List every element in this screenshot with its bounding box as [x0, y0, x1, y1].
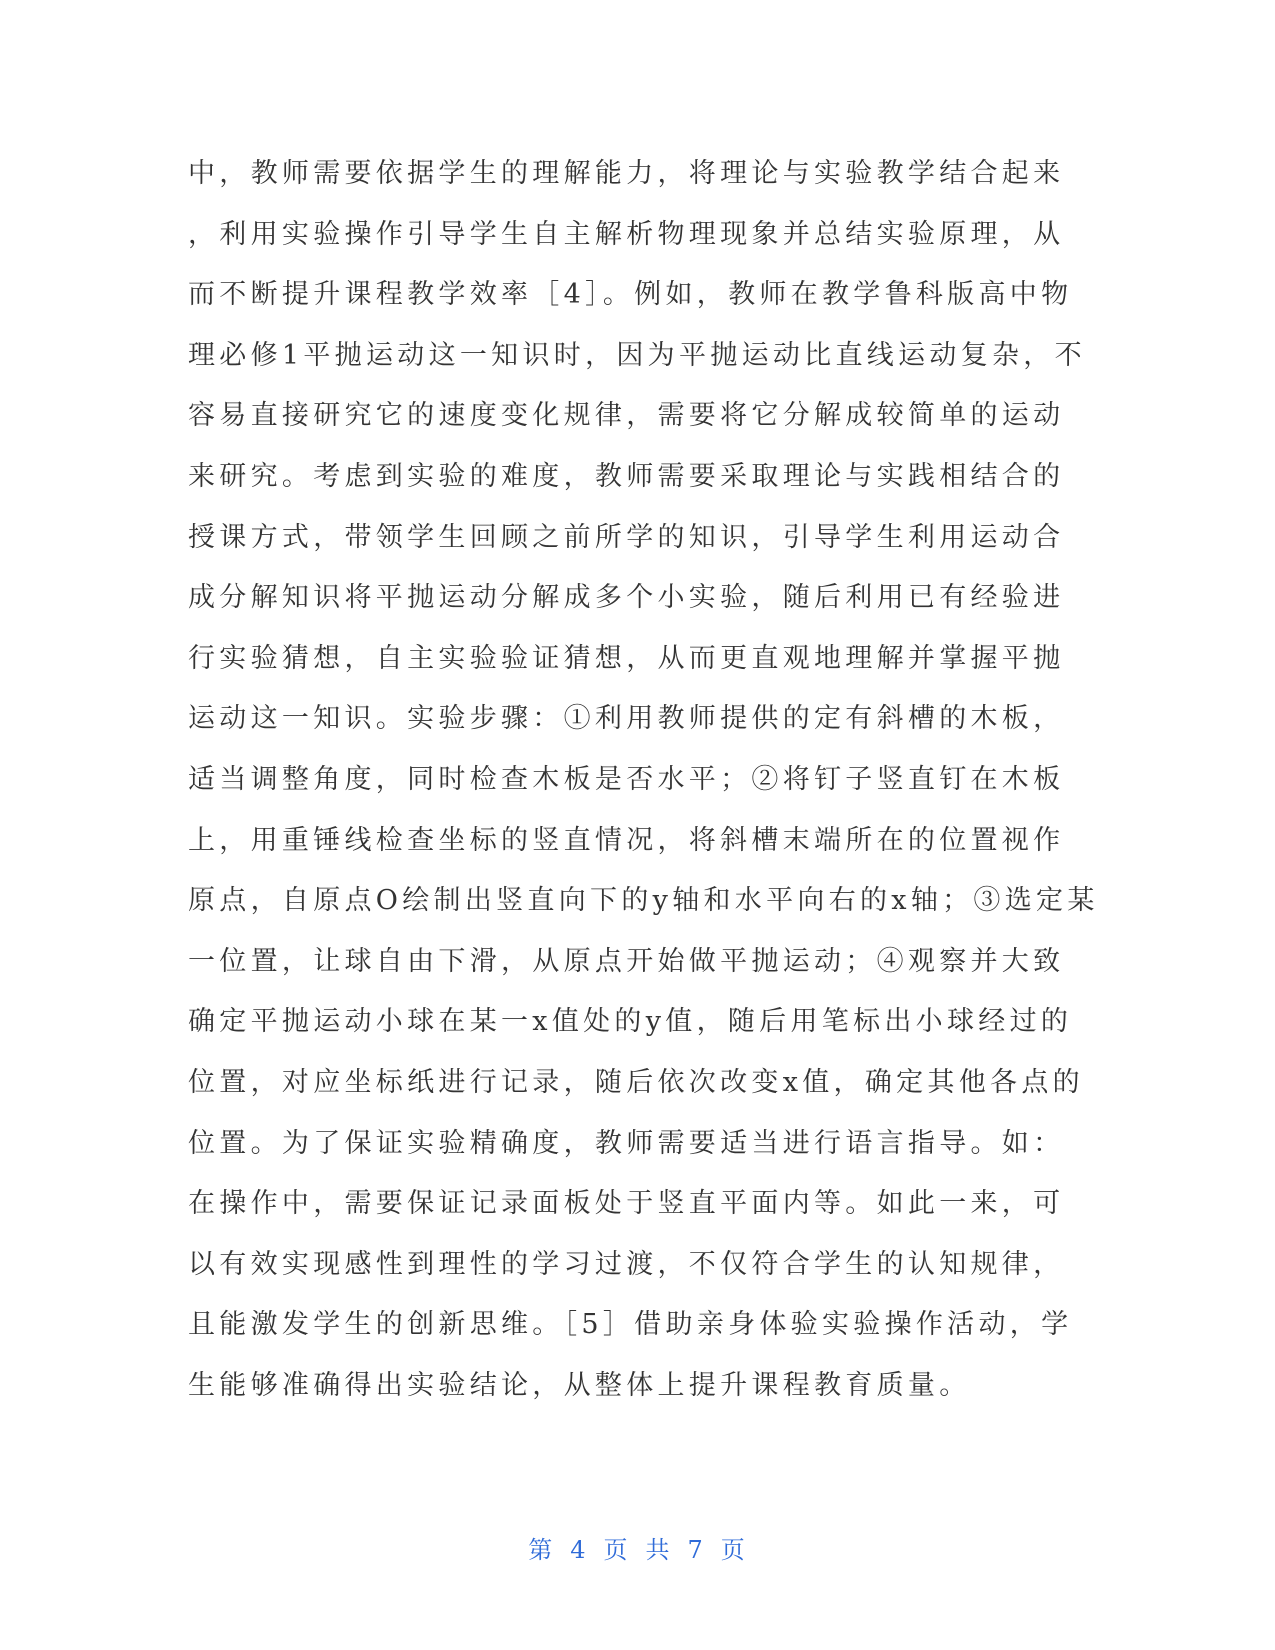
text-line: 而不断提升课程教学效率［4］。例如，教师在教学鲁科版高中物	[188, 279, 1073, 311]
text-line: 一位置，让球自由下滑，从原点开始做平抛运动；④观察并大致	[188, 945, 1065, 977]
footer-label-ye2: 页	[720, 1536, 747, 1564]
text-line: 原点，自原点O绘制出竖直向下的y轴和水平向右的x轴；③选定某	[188, 885, 1099, 917]
footer-total-pages: 7	[687, 1536, 705, 1564]
text-line: 位置。为了保证实验精确度，教师需要适当进行语言指导。如：	[188, 1127, 1065, 1159]
text-line: 授课方式，带领学生回顾之前所学的知识，引导学生利用运动合	[188, 521, 1065, 553]
footer-current-page: 4	[570, 1536, 588, 1564]
text-line: 且能激发学生的创新思维。［5］借助亲身体验实验操作活动，学	[188, 1309, 1073, 1341]
text-line: 生能够准确得出实验结论，从整体上提升课程教育质量。	[188, 1369, 971, 1401]
text-line: 中，教师需要依据学生的理解能力，将理论与实验教学结合起来	[188, 158, 1065, 189]
text-line: 理必修1平抛运动这一知识时，因为平抛运动比直线运动复杂，不	[188, 339, 1086, 371]
footer-label-di: 第	[528, 1536, 555, 1564]
text-line: 来研究。考虑到实验的难度，教师需要采取理论与实践相结合的	[188, 460, 1065, 492]
text-line: 位置，对应坐标纸进行记录，随后依次改变x值，确定其他各点的	[188, 1066, 1084, 1098]
text-line: 适当调整角度，同时检查木板是否水平；②将钉子竖直钉在木板	[188, 763, 1065, 795]
body-text	[188, 144, 1099, 1416]
text-line: ，利用实验操作引导学生自主解析物理现象并总结实验原理，从	[188, 218, 1065, 250]
text-line: 成分解知识将平抛运动分解成多个小实验，随后利用已有经验进	[188, 582, 1065, 614]
text-line: 容易直接研究它的速度变化规律，需要将它分解成较简单的运动	[188, 400, 1065, 432]
text-line: 上，用重锤线检查坐标的竖直情况，将斜槽末端所在的位置视作	[188, 824, 1065, 856]
text-line: 确定平抛运动小球在某一x值处的y值，随后用笔标出小球经过的	[188, 1006, 1073, 1038]
footer-label-gong: 共	[645, 1536, 672, 1564]
text-line: 行实验猜想，自主实验验证猜想，从而更直观地理解并掌握平抛	[188, 642, 1065, 674]
footer-label-ye: 页	[603, 1536, 630, 1564]
page-footer	[0, 1530, 1275, 1565]
text-line: 在操作中，需要保证记录面板处于竖直平面内等。如此一来，可	[188, 1188, 1065, 1220]
text-line: 运动这一知识。实验步骤：①利用教师提供的定有斜槽的木板，	[188, 703, 1065, 735]
text-line: 以有效实现感性到理性的学习过渡，不仅符合学生的认知规律，	[188, 1248, 1065, 1280]
